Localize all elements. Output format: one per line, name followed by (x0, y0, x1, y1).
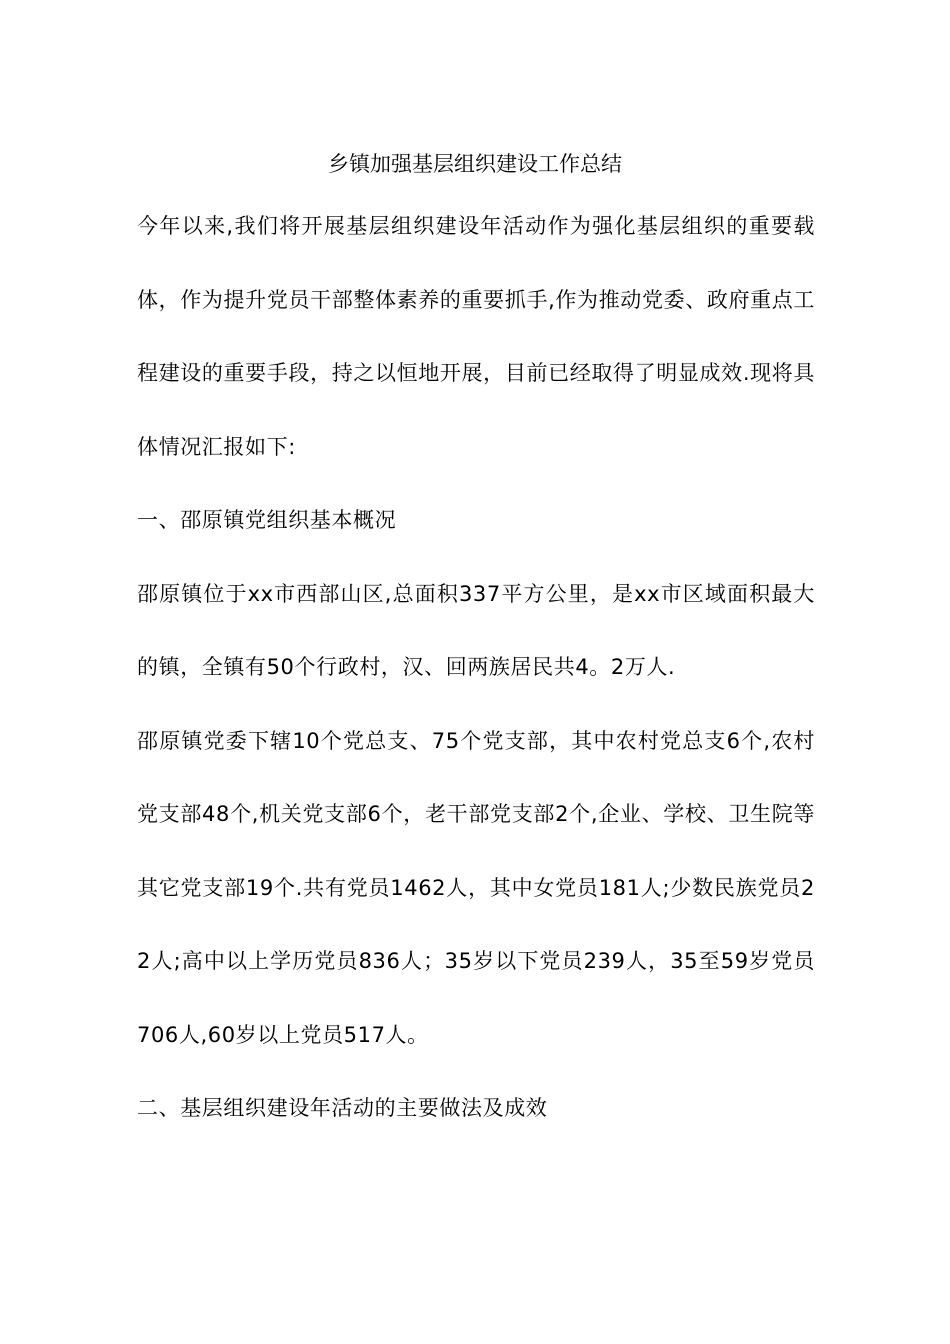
section1-paragraph-1: 邵原镇位于xx市西部山区,总面积337平方公里，是xx市区域面积最大的镇，全镇有50个行政村，汉、回两族居民共4。2万人. (137, 581, 815, 679)
intro-paragraph: 今年以来,我们将开展基层组织建设年活动作为强化基层组织的重要载体，作为提升党员干部整体素养的重要抓手,作为推动党委、政府重点工程建设的重要手段，持之以恒地开展，目前已经取得了明显成效.现将具体情况汇报如下: (137, 214, 815, 459)
document-title: 乡镇加强基层组织建设工作总结 (328, 152, 622, 176)
section-heading-1: 一、邵原镇党组织基本概况 (137, 508, 397, 532)
section-heading-2: 二、基层组织建设年活动的主要做法及成效 (137, 1096, 548, 1120)
document-body (137, 190, 815, 1146)
section1-paragraph-2: 邵原镇党委下辖10个党总支、75个党支部，其中农村党总支6个,农村党支部48个,机关党支部6个，老干部党支部2个,企业、学校、卫生院等其它党支部19个.共有党员1462人，其中女党员181人;少数民族党员22人;高中以上学历党员836人；35岁以下党员239人，35至59岁党员706人,60岁以上党员517人。 (137, 728, 815, 1047)
